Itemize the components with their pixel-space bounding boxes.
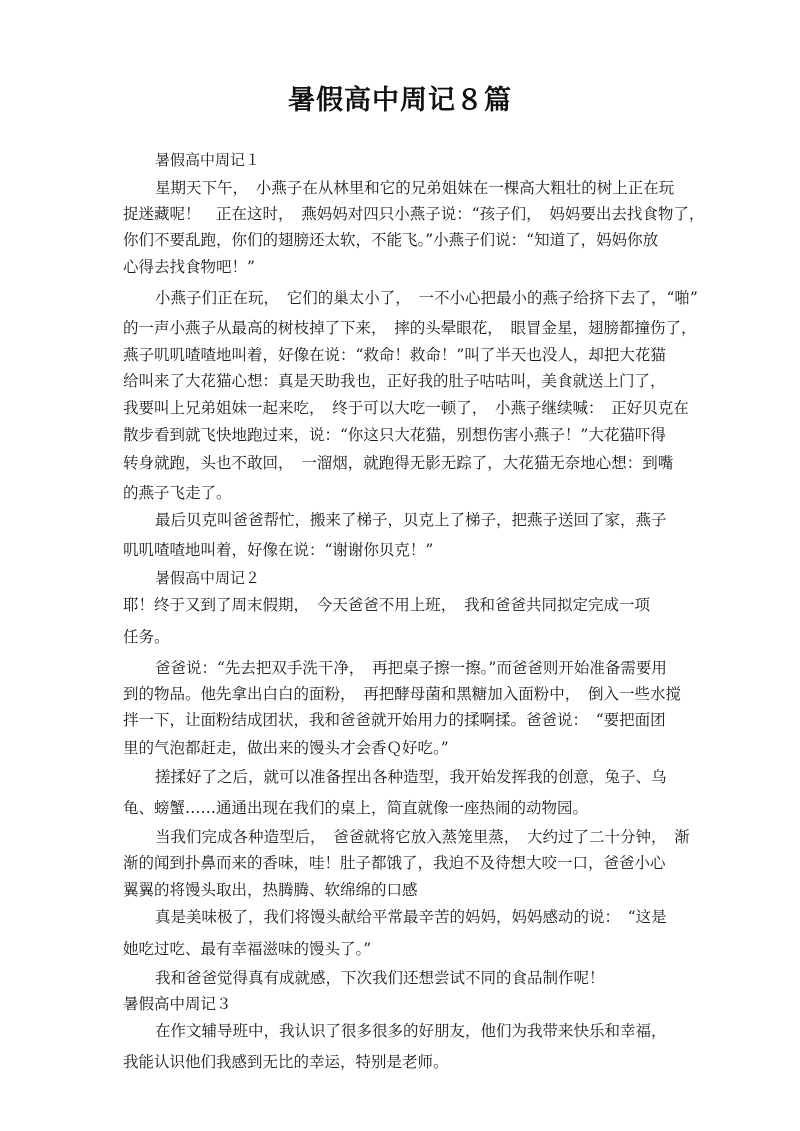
text-line: 搓揉好了之后，就可以准备捏出各种造型，我开始发挥我的创意，兔子、乌	[155, 768, 667, 786]
text-line: 捉迷藏呢！ 正在这时， 燕妈妈对四只小燕子说：“孩子们， 妈妈要出去找食物了，	[123, 205, 705, 223]
text-line: 转身就跑，头也不敢回， 一溜烟，就跑得无影无踪了，大花猫无奈地心想：到嘴	[123, 454, 674, 472]
text-line: 任务。	[123, 628, 170, 646]
text-line: 在作文辅导班中，我认识了很多很多的好朋友，他们为我带来快乐和幸福，	[155, 1022, 667, 1040]
text-line: 我和爸爸觉得真有成就感，下次我们还想尝试不同的食品制作呢！	[155, 969, 605, 987]
text-line: 你们不要乱跑，你们的翅膀还太软，不能飞。”小燕子们说：“知道了，妈妈你放	[123, 231, 659, 249]
text-line: 当我们完成各种造型后， 爸爸就将它放入蒸笼里蒸， 大约过了二十分钟， 渐	[155, 828, 690, 846]
text-line: 我要叫上兄弟姐妹一起来吃， 终于可以大吃一顿了， 小燕子继续喊： 正好贝克在	[123, 399, 689, 417]
text-line: 的一声小燕子从最高的树枝掉了下来， 摔的头晕眼花， 眼冒金星，翅膀都撞伤了，	[123, 319, 697, 337]
section-heading-2: 暑假高中周记２	[155, 569, 261, 587]
page-title: 暑假高中周记８篇	[288, 85, 512, 116]
text-line: 叽叽喳喳地叫着，好像在说：“谢谢你贝克！”	[123, 541, 434, 559]
section-heading-3: 暑假高中周记３	[123, 995, 232, 1013]
text-line: 我能认识他们我感到无比的幸运，特别是老师。	[123, 1053, 449, 1071]
text-line: 星期天下午， 小燕子在从林里和它的兄弟姐妹在一棵高大粗壮的树上正在玩	[155, 179, 675, 197]
section-heading-1: 暑假高中周记１	[155, 151, 261, 169]
text-line: 翼翼的将馒头取出，热腾腾、软绵绵的口感	[123, 881, 418, 899]
text-line: 耶！终于又到了周末假期， 今天爸爸不用上班， 我和爸爸共同拟定完成一项	[123, 596, 651, 614]
text-line: 里的气泡都赶走，做出来的馒头才会香Ｑ好吃。”	[123, 739, 449, 757]
text-line: 她吃过吃、最有幸福滋味的馒头了。”	[123, 940, 372, 958]
text-line: 小燕子们正在玩， 它们的巢太小了， 一不小心把最小的燕子给挤下去了，“啪”	[155, 289, 698, 307]
text-line: 龟、螃蟹……通通出现在我们的桌上，简直就像一座热闹的动物园。	[123, 799, 589, 817]
text-line: 燕子叽叽喳喳地叫着，好像在说：“救命！救命！”叫了半天也没人，却把大花猫	[123, 346, 666, 364]
text-line: 到的物品。他先拿出白白的面粉， 再把酵母菌和黑糖加入面粉中， 倒入一些水搅	[123, 685, 682, 703]
text-line: 散步看到就飞快地跑过来，说：“你这只大花猫，别想伤害小燕子！”大花猫吓得	[123, 426, 666, 444]
text-line: 渐的闻到扑鼻而来的香味，哇！肚子都饿了，我迫不及待想大咬一口，爸爸小心	[123, 854, 666, 872]
text-line: 爸爸说：“先去把双手洗干净， 再把桌子擦一擦。”而爸爸则开始准备需要用	[155, 659, 667, 677]
text-line: 的燕子飞走了。	[123, 484, 232, 502]
text-line: 拌一下，让面粉结成团状，我和爸爸就开始用力的揉啊揉。爸爸说： “要把面团	[123, 711, 666, 729]
text-line: 真是美味极了，我们将馒头献给平常最辛苦的妈妈，妈妈感动的说： “这是	[155, 908, 667, 926]
text-line: 最后贝克叫爸爸帮忙，搬来了梯子，贝克上了梯子，把燕子送回了家，燕子	[155, 511, 667, 529]
text-line: 心得去找食物吧！”	[123, 258, 255, 276]
text-line: 给叫来了大花猫心想：真是天助我也，正好我的肚子咕咕叫，美食就送上门了，	[123, 372, 666, 390]
